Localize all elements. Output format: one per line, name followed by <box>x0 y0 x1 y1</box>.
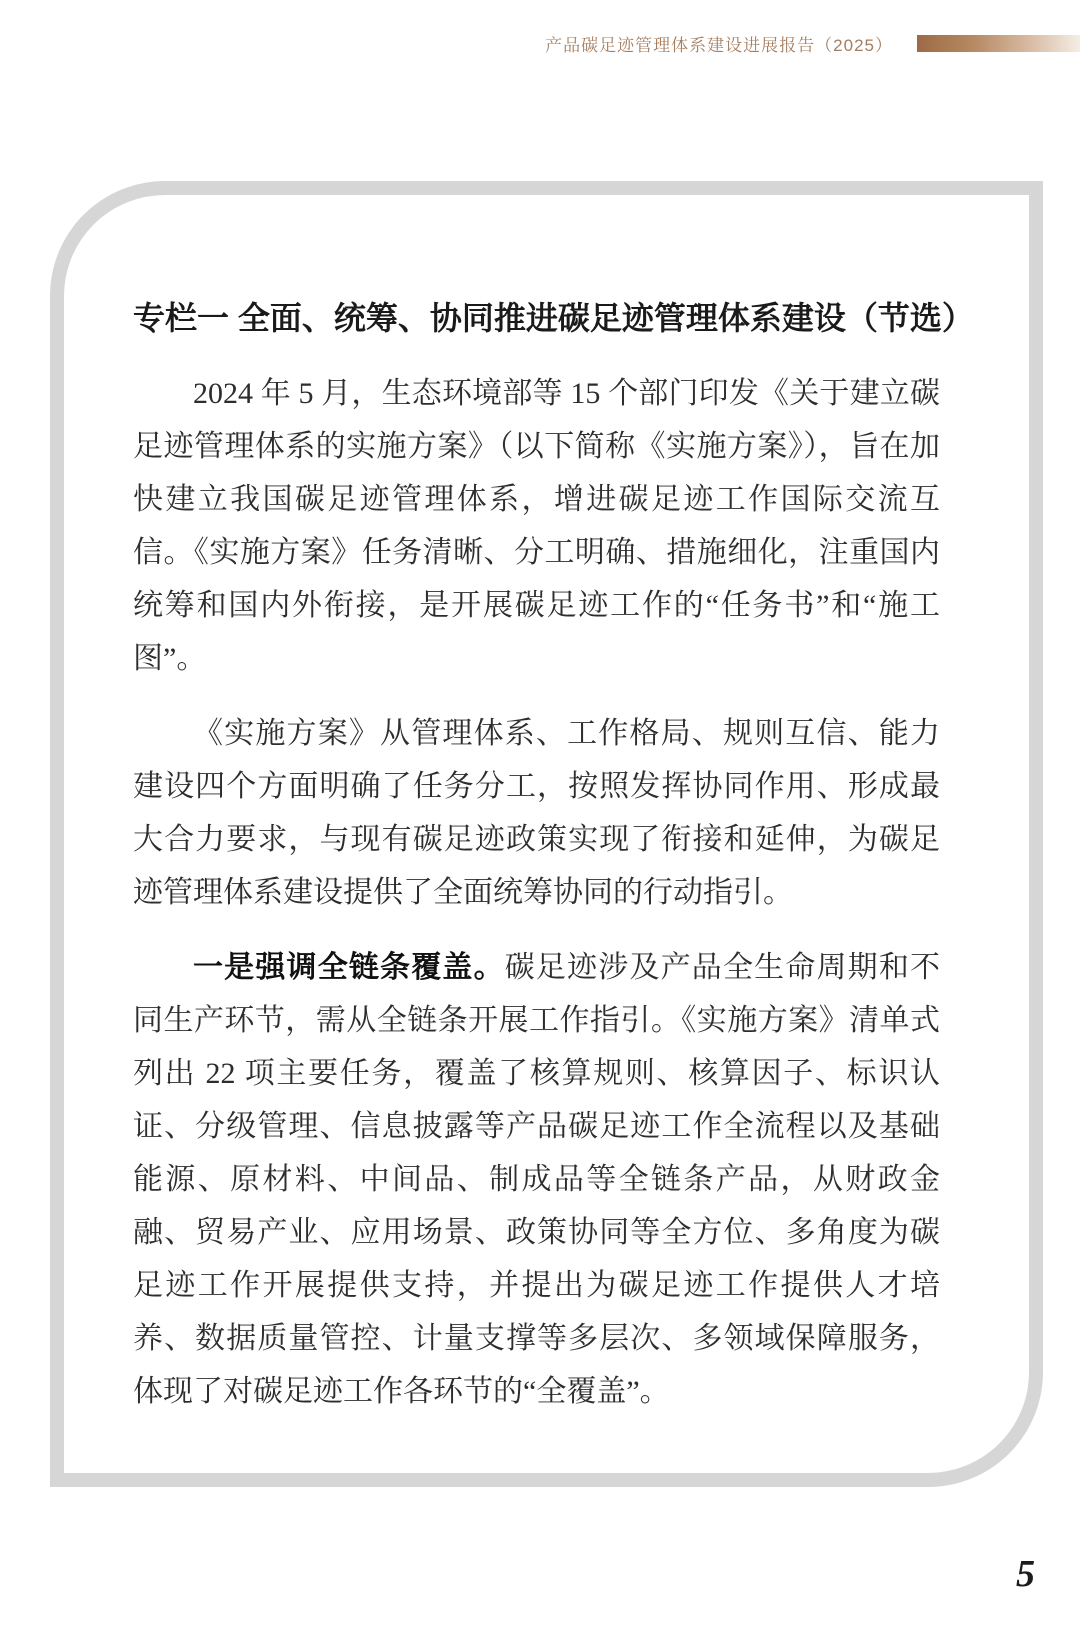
page-number: 5 <box>1016 1553 1035 1595</box>
report-header-title: 产品碳足迹管理体系建设进展报告（2025） <box>545 36 893 55</box>
box-paragraph-3-rest: 碳足迹涉及产品全生命周期和不同生产环节，需从全链条开展工作指引。《实施方案》清单式列出 22 项主要任务，覆盖了核算规则、核算因子、标识认证、分级管理、信息披露等产品碳足迹工作全流程以及基础能源、原材料、中间品、制成品等全链条产品，从财政金融、贸易产业、应用场景、政策协同等全方位、多角度为碳足迹工作开展提供支持，并提出为碳足迹工作提供人才培养、数据质量管控、计量支撑等多层次、多领域保障服务，体现了对碳足迹工作各环节的“全覆盖”。 <box>133 951 941 1408</box>
box-paragraph-1: 2024 年 5 月，生态环境部等 15 个部门印发《关于建立碳足迹管理体系的实施方案》（以下简称《实施方案》），旨在加快建立我国碳足迹管理体系，增进碳足迹工作国际交流互信。《实施方案》任务清晰、分工明确、措施细化，注重国内统筹和国内外衔接，是开展碳足迹工作的“任务书”和“施工图”。 <box>133 377 940 675</box>
callout-box <box>50 181 1043 1487</box>
callout-box-title: 专栏一 全面、统筹、协同推进碳足迹管理体系建设（节选） <box>133 300 974 336</box>
callout-box-body <box>133 367 940 1418</box>
box-paragraph-3-lead: 一是强调全链条覆盖。 <box>193 951 505 984</box>
report-header <box>0 31 1080 56</box>
header-accent-bar <box>917 35 1080 52</box>
box-paragraph-2: 《实施方案》从管理体系、工作格局、规则互信、能力建设四个方面明确了任务分工，按照发挥协同作用、形成最大合力要求，与现有碳足迹政策实现了衔接和延伸，为碳足迹管理体系建设提供了全面统筹协同的行动指引。 <box>133 717 940 909</box>
box-paragraph-3 <box>133 941 940 1418</box>
